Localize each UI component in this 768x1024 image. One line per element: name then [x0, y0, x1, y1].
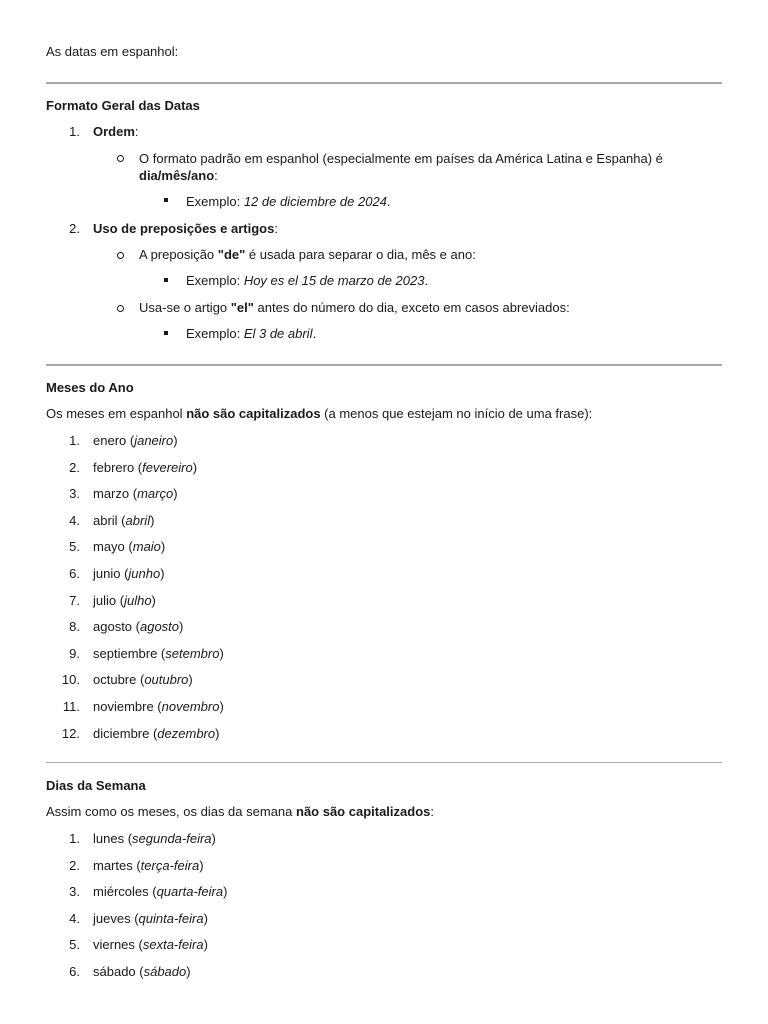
bold-word: "de" — [217, 247, 246, 262]
list-number: 11. — [62, 699, 80, 714]
square-bullet-icon — [164, 331, 168, 335]
portuguese-translation: outubro — [144, 672, 189, 688]
example-prefix: Exemplo: — [186, 326, 244, 341]
spanish-word: abril ( — [93, 512, 126, 528]
list-number: 4. — [69, 512, 80, 528]
list-number: 3. — [69, 486, 80, 502]
text: (a menos que estejam no início de uma frase): — [320, 406, 593, 421]
spanish-word: jueves ( — [93, 910, 139, 926]
spanish-word: martes ( — [93, 857, 141, 873]
portuguese-translation: quarta-feira — [156, 884, 224, 900]
paren-close: ) — [203, 910, 208, 926]
portuguese-translation: julho — [124, 592, 152, 608]
weekday-item — [93, 830, 216, 847]
spanish-word: febrero ( — [93, 459, 143, 475]
paren-close: ) — [223, 884, 228, 900]
paren-close: ) — [215, 725, 220, 741]
section-heading-dias: Dias da Semana — [46, 778, 146, 793]
text: antes do número do dia, exceto em casos abreviados: — [253, 300, 570, 315]
month-item — [93, 698, 224, 715]
month-item — [93, 512, 154, 529]
portuguese-translation: sexta-feira — [142, 937, 204, 953]
paren-close: ) — [192, 459, 198, 475]
text: Assim como os meses, os dias da semana — [46, 804, 296, 819]
weekday-item — [93, 883, 227, 900]
spanish-word: julio ( — [93, 592, 125, 608]
list-number: 2. — [69, 459, 80, 475]
portuguese-translation: dezembro — [157, 725, 216, 741]
list-number: 8. — [69, 619, 80, 635]
paren-close: ) — [188, 672, 193, 688]
weekday-item — [93, 963, 191, 980]
list-item-preposicoes — [93, 220, 278, 237]
spanish-word: enero ( — [93, 433, 135, 448]
example-prefix: Exemplo: — [186, 194, 244, 209]
list-number: 1. — [69, 124, 80, 139]
example-text: 12 de diciembre de 2024 — [243, 194, 387, 209]
portuguese-translation: segunda-feira — [132, 831, 212, 846]
list-number: 4. — [69, 910, 80, 926]
month-item — [93, 432, 178, 449]
month-item — [93, 592, 156, 609]
example-text: El 3 de abril — [243, 326, 313, 341]
portuguese-translation: março — [137, 486, 174, 502]
spanish-word: octubre ( — [93, 672, 145, 688]
paren-close: ) — [173, 433, 178, 448]
spanish-word: agosto ( — [93, 619, 140, 635]
text: A preposição — [139, 247, 218, 262]
colon: : — [274, 221, 278, 236]
spanish-word: marzo ( — [93, 486, 138, 502]
paren-close: ) — [211, 831, 216, 846]
example-line — [186, 272, 428, 289]
portuguese-translation: junho — [128, 566, 161, 581]
divider — [46, 364, 722, 366]
list-number: 6. — [69, 566, 80, 581]
paren-close: ) — [219, 699, 224, 714]
section-intro — [46, 803, 434, 820]
paren-close: ) — [150, 512, 155, 528]
text: é usada para separar o dia, mês e ano: — [245, 247, 476, 262]
text: Os meses em espanhol — [46, 406, 187, 421]
spanish-word: diciembre ( — [93, 725, 158, 741]
portuguese-translation: sábado — [143, 964, 187, 979]
bold-word: "el" — [230, 300, 254, 315]
divider — [46, 762, 722, 763]
list-number: 1. — [69, 433, 80, 448]
portuguese-translation: terça-feira — [140, 857, 200, 873]
sub-item-text: O formato padrão em espanhol (especialmente em países da América Latina e Espanha) é — [139, 151, 663, 166]
list-number: 6. — [69, 964, 80, 979]
spanish-word: viernes ( — [93, 937, 143, 953]
list-item-ordem — [93, 123, 139, 140]
list-number: 5. — [69, 539, 80, 555]
list-number: 7. — [69, 592, 80, 608]
list-number: 2. — [69, 857, 80, 873]
list-number: 5. — [69, 937, 80, 953]
paren-close: ) — [173, 486, 178, 502]
portuguese-translation: abril — [125, 512, 151, 528]
month-item — [93, 725, 219, 742]
circle-bullet-icon — [117, 252, 124, 259]
paren-close: ) — [203, 937, 208, 953]
month-item — [93, 671, 193, 688]
portuguese-translation: quinta-feira — [138, 910, 204, 926]
bold-format: dia/mês/ano — [139, 168, 215, 183]
sub-item-text-cont — [139, 167, 218, 184]
list-number: 9. — [69, 645, 80, 661]
section-intro — [46, 405, 592, 422]
example-text: Hoy es el 15 de marzo de 2023 — [243, 273, 425, 288]
portuguese-translation: setembro — [165, 645, 220, 661]
spanish-word: noviembre ( — [93, 699, 162, 714]
sub-item-text — [139, 299, 570, 316]
square-bullet-icon — [164, 278, 168, 282]
period: . — [424, 273, 429, 288]
intro-text: As datas em espanhol: — [46, 44, 179, 59]
colon: : — [134, 124, 139, 139]
sub-item-text — [139, 246, 476, 263]
list-number: 3. — [69, 884, 80, 900]
weekday-item — [93, 936, 208, 953]
example-line — [186, 325, 316, 342]
paren-close: ) — [160, 539, 166, 555]
text: Usa-se o artigo — [139, 300, 231, 315]
weekday-item — [93, 910, 208, 927]
month-item — [93, 538, 165, 555]
list-number: 1. — [69, 831, 80, 846]
section-heading-meses: Meses do Ano — [46, 380, 134, 395]
item-label: Uso de preposições e artigos — [93, 221, 275, 236]
month-item — [93, 618, 183, 635]
square-bullet-icon — [164, 198, 168, 202]
portuguese-translation: fevereiro — [142, 459, 193, 475]
item-label: Ordem — [93, 124, 135, 139]
month-item — [93, 565, 165, 582]
spanish-word: miércoles ( — [93, 884, 157, 900]
month-item — [93, 459, 197, 476]
circle-bullet-icon — [117, 305, 124, 312]
section-heading-formato: Formato Geral das Datas — [46, 98, 200, 113]
paren-close: ) — [151, 592, 156, 608]
spanish-word: septiembre ( — [93, 645, 166, 661]
bold-phrase: não são capitalizados — [186, 406, 321, 421]
spanish-word: junio ( — [93, 566, 129, 581]
month-item — [93, 645, 224, 662]
period: . — [386, 194, 391, 209]
period: . — [312, 326, 317, 341]
bold-phrase: não são capitalizados — [296, 804, 431, 819]
divider — [46, 82, 722, 84]
portuguese-translation: novembro — [161, 699, 220, 714]
circle-bullet-icon — [117, 155, 124, 162]
paren-close: ) — [219, 645, 224, 661]
paren-close: ) — [186, 964, 191, 979]
paren-close: ) — [179, 619, 184, 635]
example-prefix: Exemplo: — [186, 273, 244, 288]
paren-close: ) — [160, 566, 165, 581]
list-number: 2. — [69, 221, 80, 236]
text: : — [430, 804, 434, 819]
spanish-word: lunes ( — [93, 831, 133, 846]
paren-close: ) — [199, 857, 204, 873]
weekday-item — [93, 857, 204, 874]
portuguese-translation: janeiro — [134, 433, 174, 448]
spanish-word: sábado ( — [93, 964, 144, 979]
list-number: 12. — [61, 725, 80, 741]
month-item — [93, 485, 178, 502]
colon: : — [214, 168, 218, 183]
spanish-word: mayo ( — [93, 539, 133, 555]
portuguese-translation: maio — [132, 539, 161, 555]
portuguese-translation: agosto — [139, 619, 180, 635]
example-line — [186, 193, 391, 210]
list-number: 10. — [61, 672, 80, 688]
